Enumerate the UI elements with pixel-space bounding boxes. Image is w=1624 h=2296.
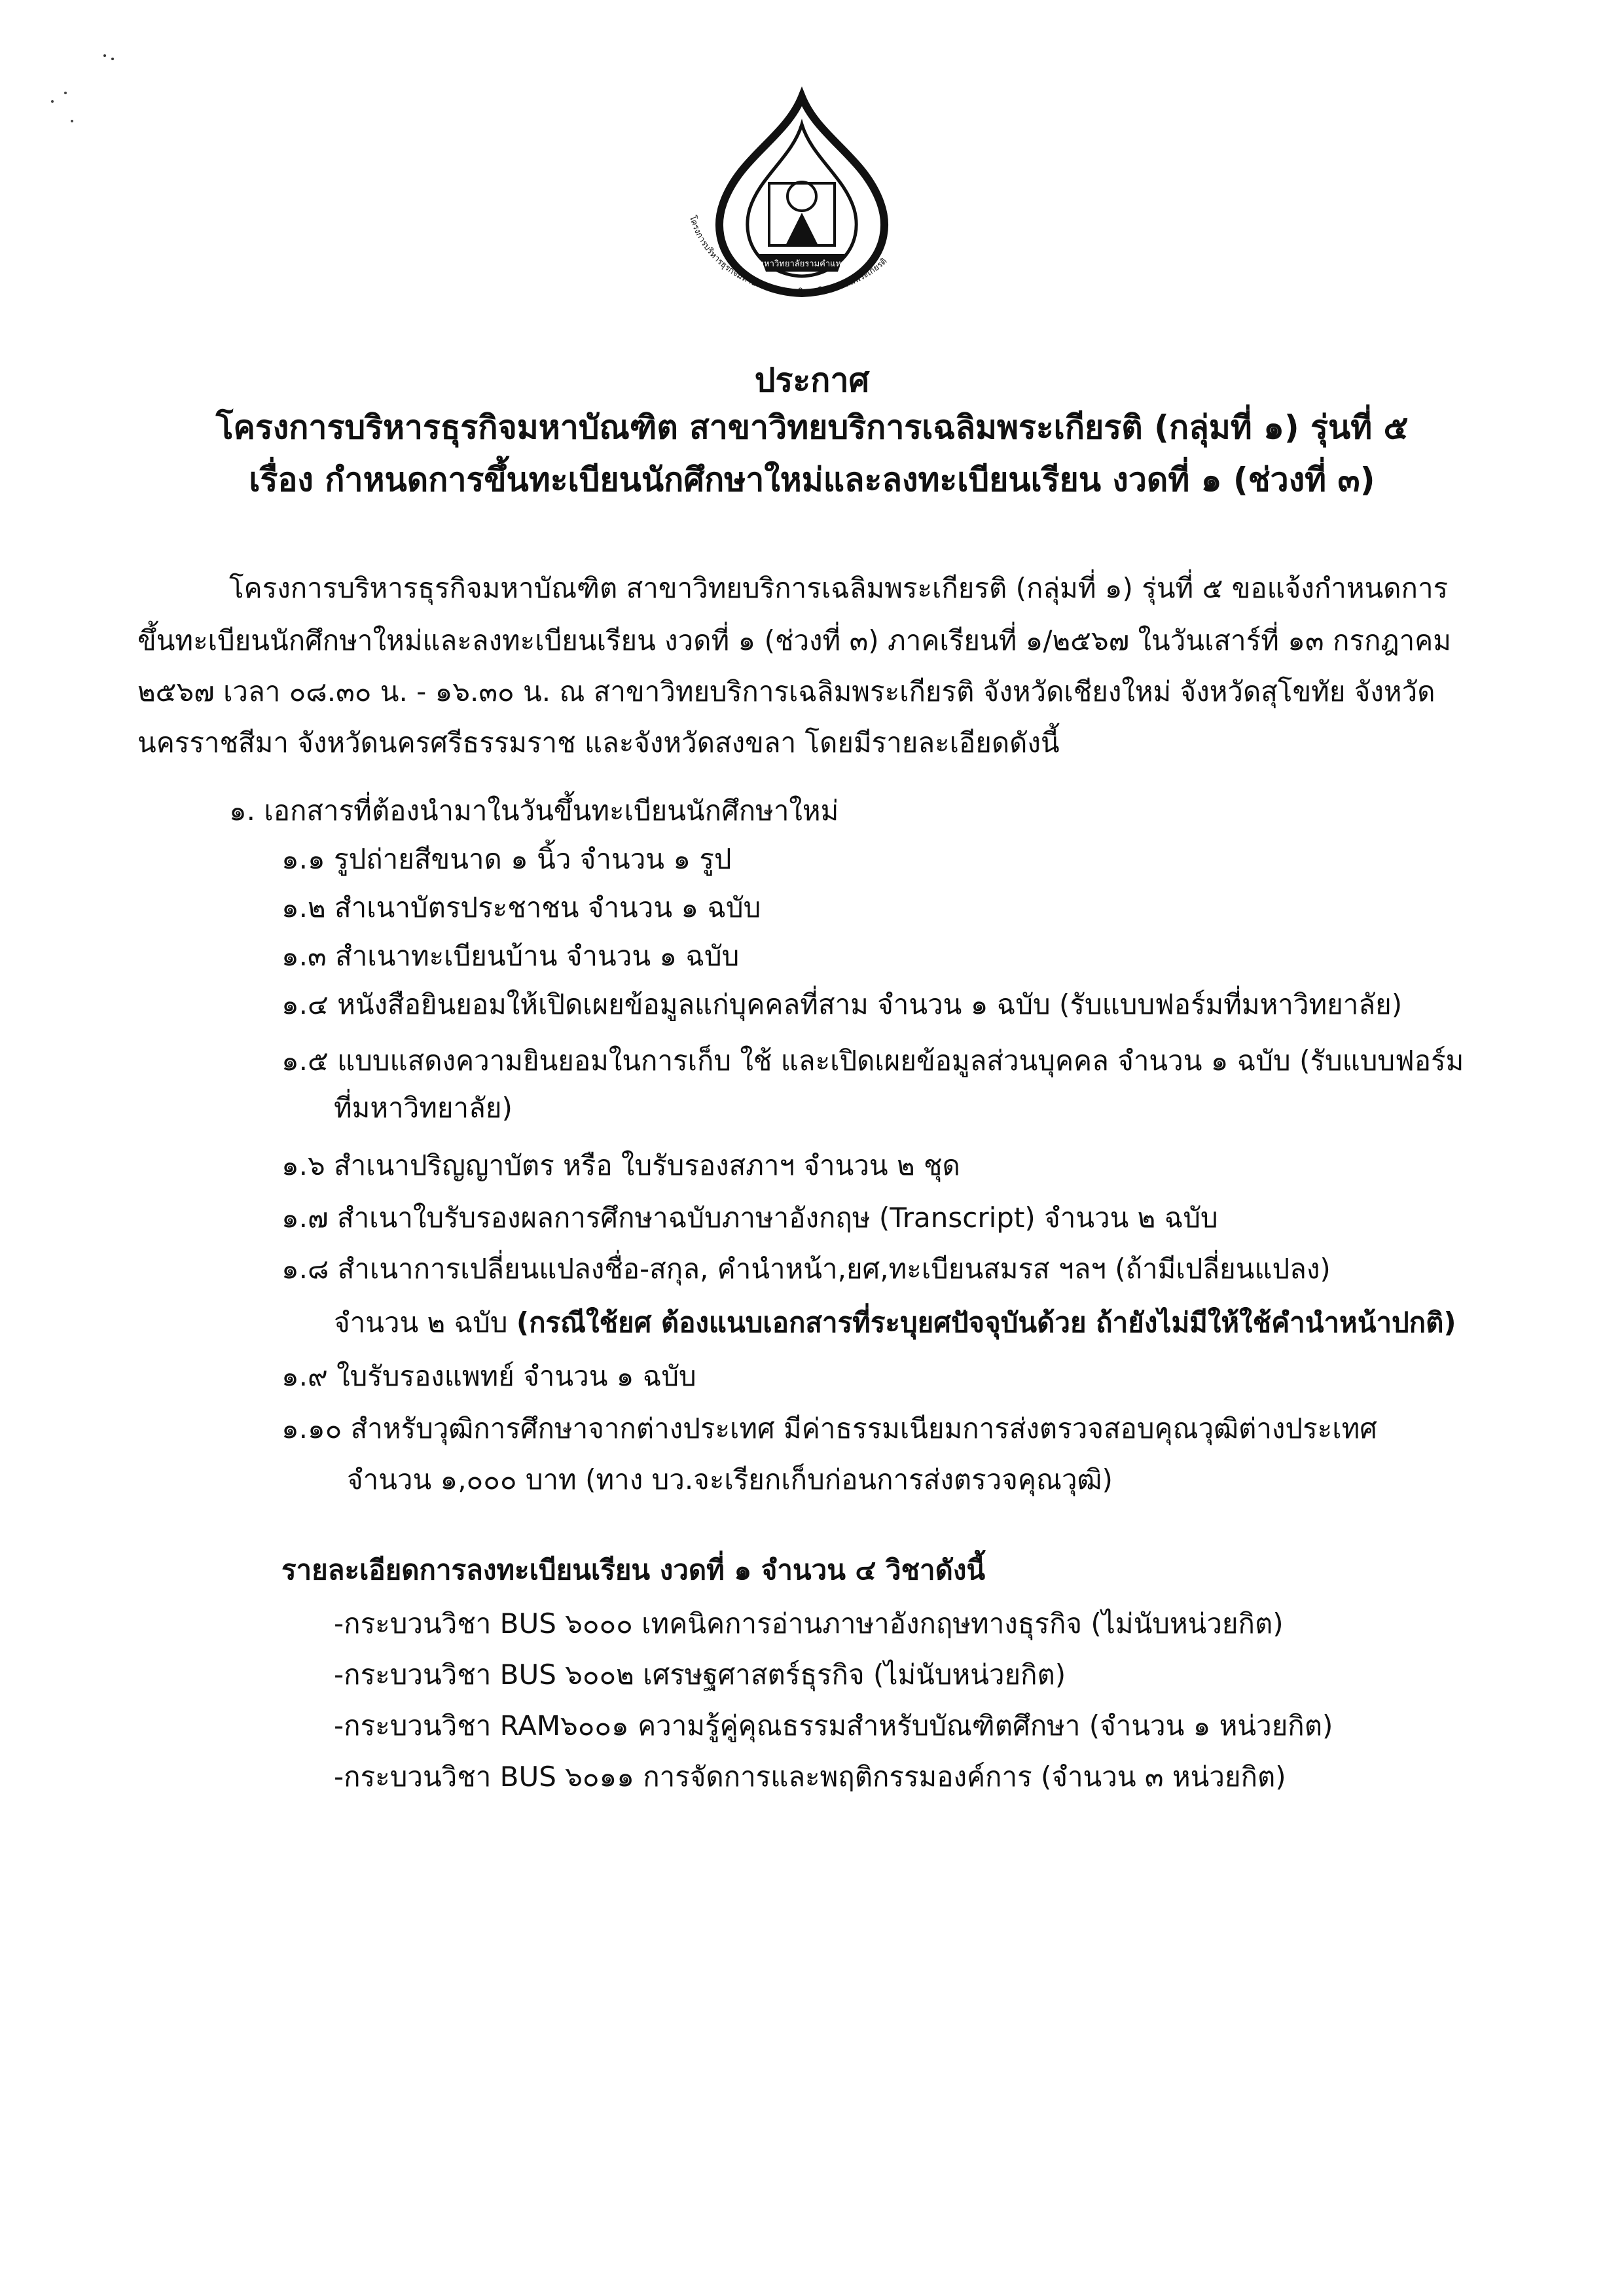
document-item-8-note: (กรณีใช้ยศ ต้องแนบเอกสารที่ระบุยศปัจจุบันด้วย ถ้ายังไม่มีให้ใช้คำนำหน้าปกติ) <box>516 1306 1456 1338</box>
document-item-1: ๑.๑ รูปถ่ายสีขนาด ๑ นิ้ว จำนวน ๑ รูป <box>281 843 732 875</box>
document-item-9: ๑.๙ ใบรับรองแพทย์ จำนวน ๑ ฉบับ <box>281 1360 696 1392</box>
registration-course-1: -กระบวนวิชา BUS ๖๐๐๐ เทคนิคการอ่านภาษาอังกฤษทางธุรกิจ (ไม่นับหน่วยกิต) <box>334 1607 1284 1640</box>
registration-title: รายละเอียดการลงทะเบียนเรียน งวดที่ ๑ จำนวน ๔ วิชาดังนี้ <box>281 1554 986 1586</box>
intro-paragraph-line-1: โครงการบริหารธุรกิจมหาบัณฑิต สาขาวิทยบริการเฉลิมพระเกียรติ (กลุ่มที่ ๑) รุ่นที่ ๕ ขอแจ้งกำหนดการ <box>229 572 1449 604</box>
announcement-subject-line-2: เรื่อง กำหนดการขึ้นทะเบียนนักศึกษาใหม่และลงทะเบียนเรียน งวดที่ ๑ (ช่วงที่ ๓) <box>249 461 1375 499</box>
logo-ring-text: โครงการบริหารธุรกิจมหาบัณฑิต สาขาวิทยบริการเฉลิมพระเกียรติ <box>687 214 890 298</box>
document-item-4: ๑.๔ หนังสือยินยอมให้เปิดเผยข้อมูลแก่บุคคลที่สาม จำนวน ๑ ฉบับ (รับแบบฟอร์มที่มหาวิทยาลัย) <box>281 988 1403 1020</box>
document-item-7: ๑.๗ สำเนาใบรับรองผลการศึกษาฉบับภาษาอังกฤษ (Transcript) จำนวน ๒ ฉบับ <box>281 1202 1218 1234</box>
documents-section-title: ๑. เอกสารที่ต้องนำมาในวันขึ้นทะเบียนนักศึกษาใหม่ <box>229 795 839 827</box>
registration-course-3: -กระบวนวิชา RAM๖๐๐๑ ความรู้คู่คุณธรรมสำหรับบัณฑิตศึกษา (จำนวน ๑ หน่วยกิต) <box>334 1710 1333 1742</box>
announcement-subject-line-1: โครงการบริหารธุรกิจมหาบัณฑิต สาขาวิทยบริการเฉลิมพระเกียรติ (กลุ่มที่ ๑) รุ่นที่ ๕ <box>215 408 1409 446</box>
document-item-6: ๑.๖ สำเนาปริญญาบัตร หรือ ใบรับรองสภาฯ จำนวน ๒ ชุด <box>281 1149 960 1181</box>
document-item-8-quantity: จำนวน ๒ ฉบับ <box>334 1306 508 1338</box>
university-seal-logo <box>661 85 943 308</box>
scan-specks <box>39 39 144 131</box>
document-item-8-line-1: ๑.๘ สำเนาการเปลี่ยนแปลงชื่อ-สกุล, คำนำหน้า,ยศ,ทะเบียนสมรส ฯลฯ (ถ้ามีเปลี่ยนแปลง) <box>281 1253 1331 1285</box>
intro-paragraph-line-2: ขึ้นทะเบียนนักศึกษาใหม่และลงทะเบียนเรียน งวดที่ ๑ (ช่วงที่ ๓) ภาคเรียนที่ ๑/๒๕๖๗ ในวันเสาร์ที่ ๑๓ กรกฎาคม <box>137 624 1451 656</box>
announcement-heading: ประกาศ <box>754 361 870 399</box>
document-item-10-line-1: ๑.๑๐ สำหรับวุฒิการศึกษาจากต่างประเทศ มีค่าธรรมเนียมการส่งตรวจสอบคุณวุฒิต่างประเทศ <box>281 1412 1377 1444</box>
intro-paragraph-line-3: ๒๕๖๗ เวลา ๐๘.๓๐ น. - ๑๖.๓๐ น. ณ สาขาวิทยบริการเฉลิมพระเกียรติ จังหวัดเชียงใหม่ จังหวัดสุโขทัย จังหวัด <box>137 675 1435 708</box>
intro-paragraph-line-4: นครราชสีมา จังหวัดนครศรีธรรมราช และจังหวัดสงขลา โดยมีรายละเอียดดังนี้ <box>137 726 1060 759</box>
document-item-3: ๑.๓ สำเนาทะเบียนบ้าน จำนวน ๑ ฉบับ <box>281 940 740 972</box>
document-item-5-line-2: ที่มหาวิทยาลัย) <box>334 1092 513 1124</box>
registration-course-2: -กระบวนวิชา BUS ๖๐๐๒ เศรษฐศาสตร์ธุรกิจ (ไม่นับหน่วยกิต) <box>334 1659 1066 1691</box>
document-item-8-line-2 <box>334 1306 1456 1338</box>
registration-course-4: -กระบวนวิชา BUS ๖๐๑๑ การจัดการและพฤติกรรมองค์การ (จำนวน ๓ หน่วยกิต) <box>334 1761 1286 1793</box>
document-item-5-line-1: ๑.๕ แบบแสดงความยินยอมในการเก็บ ใช้ และเปิดเผยข้อมูลส่วนบุคคล จำนวน ๑ ฉบับ (รับแบบฟอร์ม <box>281 1045 1464 1077</box>
document-item-2: ๑.๒ สำเนาบัตรประชาชน จำนวน ๑ ฉบับ <box>281 891 761 924</box>
logo-banner-text: มหาวิทยาลัยรามคำแหง <box>758 259 846 269</box>
document-item-10-line-2: จำนวน ๑,๐๐๐ บาท (ทาง บว.จะเรียกเก็บก่อนการส่งตรวจคุณวุฒิ) <box>347 1463 1113 1496</box>
